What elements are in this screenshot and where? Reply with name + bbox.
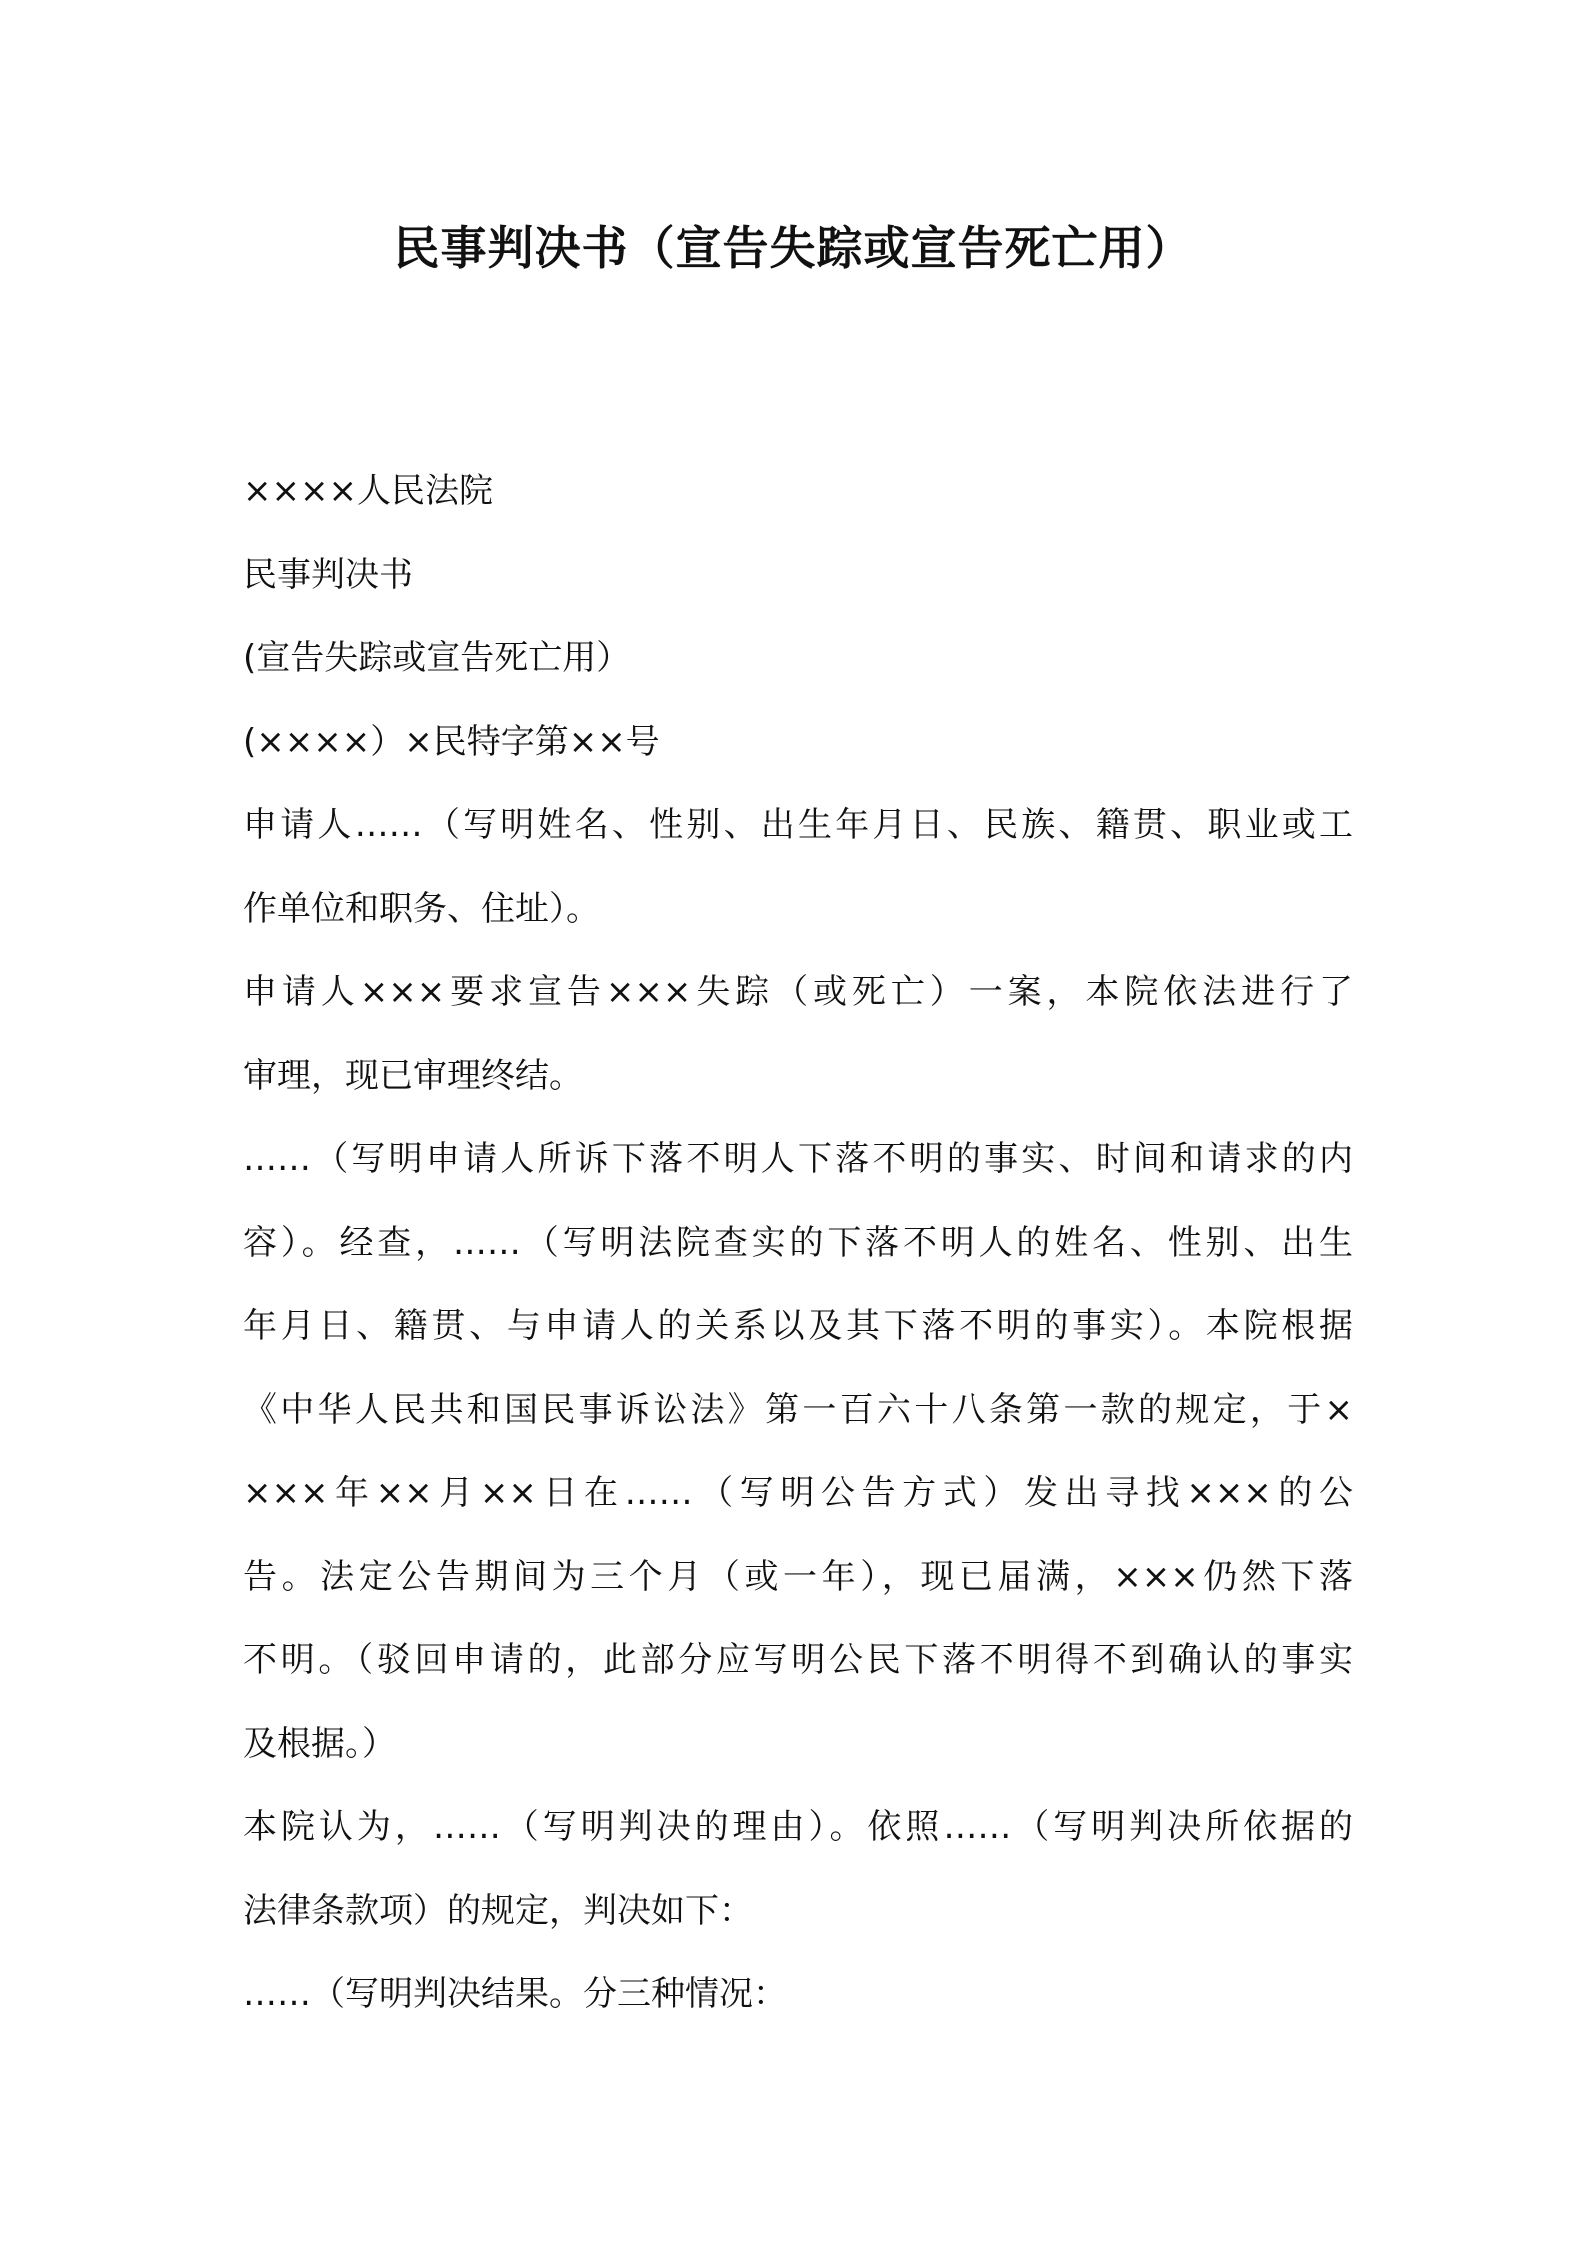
facts-line: 《中华人民共和国民事诉讼法》第一百六十八条第一款的规定，于× — [243, 1389, 1353, 1430]
document-title: 民事判决书（宣告失踪或宣告死亡用） — [393, 221, 1193, 275]
document-body — [243, 450, 1353, 2037]
court-opinion-line: 法律条款项）的规定，判决如下： — [243, 1890, 753, 1931]
case-summary-line: 审理，现已审理终结。 — [243, 1055, 583, 1096]
facts-line: ……（写明申请人所诉下落不明人下落不明的事实、时间和请求的内 — [243, 1139, 1353, 1179]
facts-line: 年月日、籍贯、与申请人的关系以及其下落不明的事实）。本院根据 — [243, 1306, 1353, 1346]
facts-line: 告。法定公告期间为三个月（或一年），现已届满，×××仍然下落 — [243, 1556, 1353, 1597]
facts-line: ×××年××月××日在……（写明公告方式）发出寻找×××的公 — [243, 1473, 1353, 1513]
court-opinion-line: 本院认为，……（写明判决的理由）。依照……（写明判决所依据的 — [243, 1807, 1353, 1847]
facts-line: 不明。（驳回申请的，此部分应写明公民下落不明得不到确认的事实 — [243, 1640, 1353, 1680]
court-name-line: ××××人民法院 — [243, 471, 493, 511]
case-summary-line: 申请人×××要求宣告×××失踪（或死亡）一案，本院依法进行了 — [243, 972, 1353, 1012]
facts-line: 容）。经查，……（写明法院查实的下落不明人的姓名、性别、出生 — [243, 1222, 1353, 1263]
judgment-type-line: 民事判决书 — [243, 554, 413, 595]
applicant-info-line: 作单位和职务、住址）。 — [243, 888, 600, 929]
judgment-result-line: ……（写明判决结果。分三种情况： — [243, 1974, 787, 2014]
judgment-subtype-line: (宣告失踪或宣告死亡用） — [243, 638, 631, 678]
case-number-line: (××××）×民特字第××号 — [243, 721, 660, 762]
applicant-info-line: 申请人……（写明姓名、性别、出生年月日、民族、籍贯、职业或工 — [243, 805, 1353, 845]
facts-line: 及根据。） — [243, 1723, 396, 1764]
